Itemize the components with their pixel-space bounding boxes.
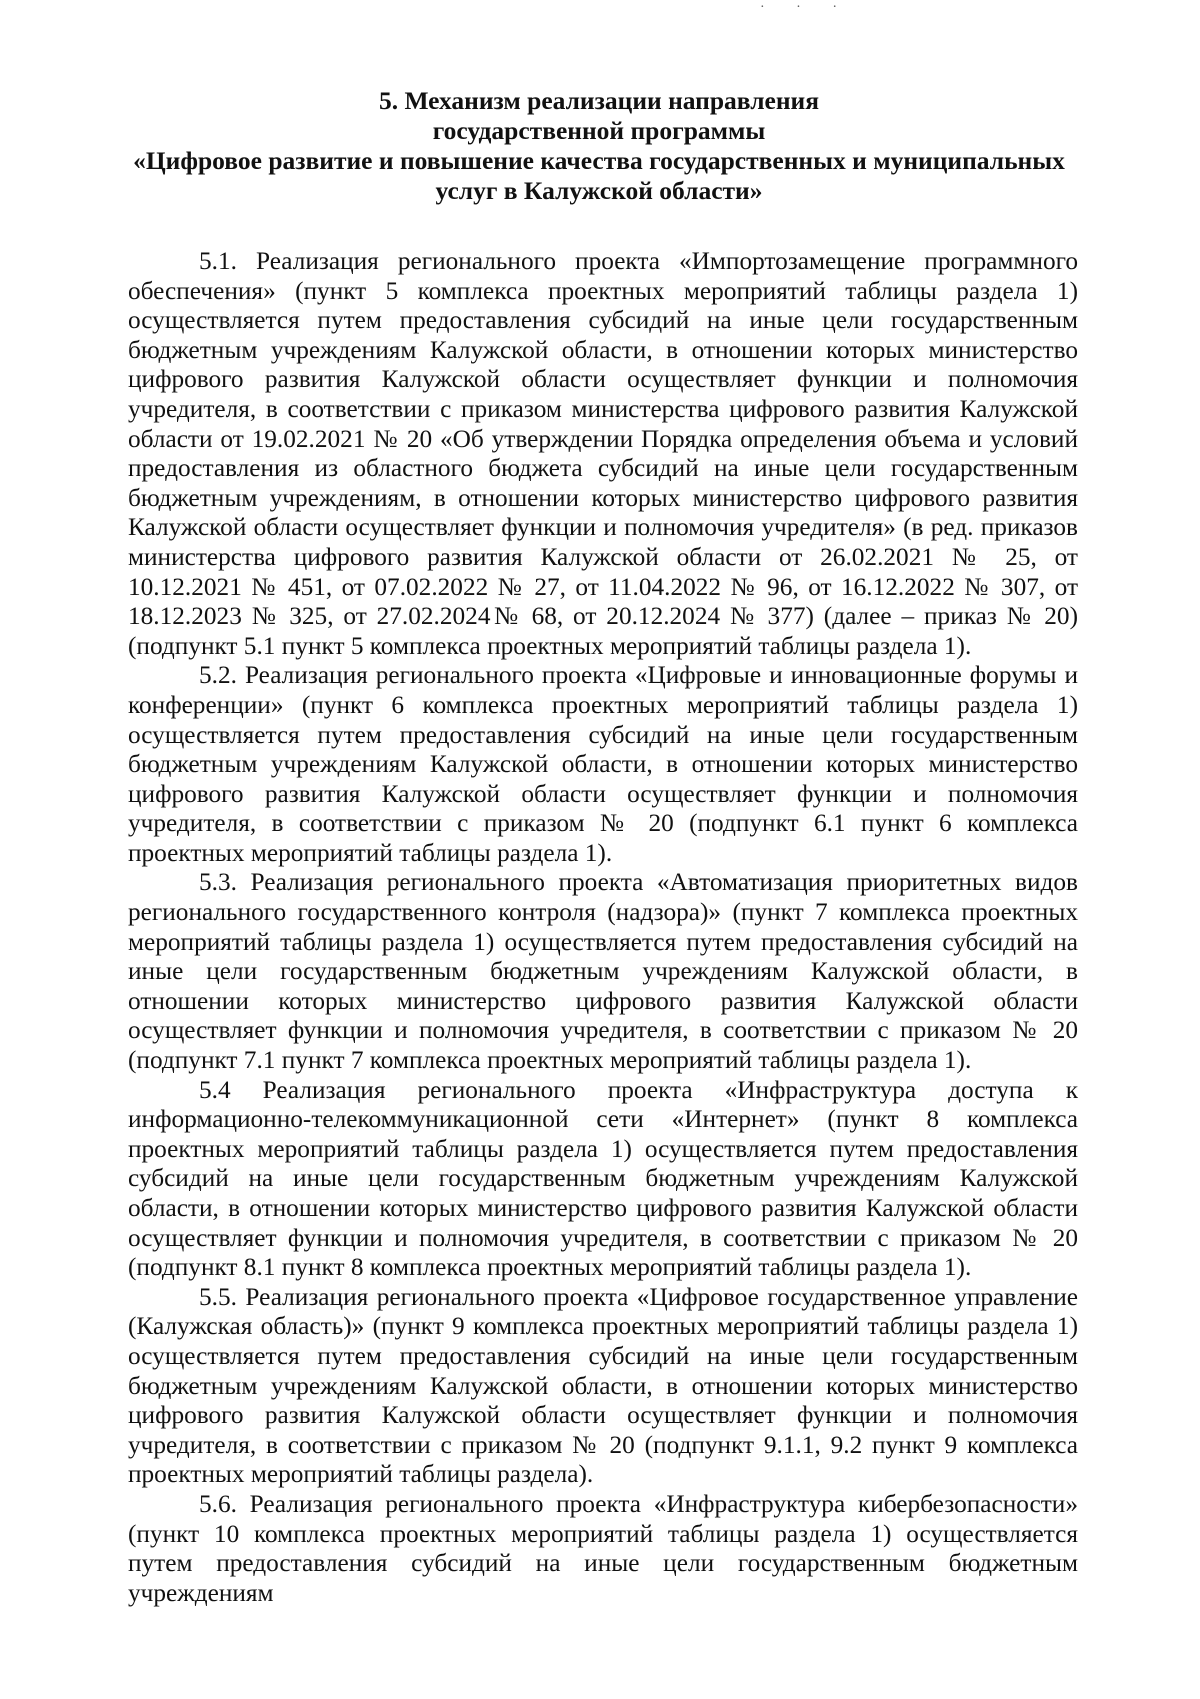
paragraph-5-4: 5.4 Реализация регионального проекта «Инфраструктура доступа к информационно-телекоммуникационной сети «Интернет» (пункт 8 комплекса проектных мероприятий таблицы раздела 1) осуществляется путем предоставления субсидий на иные цели государственным бюджетным учреждениям Калужской области, в отношении которых министерство цифрового развития Калужской области осуществляет функции и полномочия учредителя, в соответствии с приказом № 20 (подпункт 8.1 пункт 8 комплекса проектных мероприятий таблицы раздела 1). xyxy=(128,1075,1078,1282)
heading-line-3: «Цифровое развитие и повышение качества государственных и муниципальных xyxy=(133,146,1065,175)
scan-artifact-marks: · · · xyxy=(760,0,851,15)
paragraph-5-1: 5.1. Реализация регионального проекта «Импортозамещение программного обеспечения» (пункт 5 комплекса проектных мероприятий таблицы раздела 1) осуществляется путем предоставления субсидий на иные цели государственным бюджетным учреждениям Калужской области, в отношении которых министерство цифрового развития Калужской области осуществляет функции и полномочия учредителя, в соответствии с приказом министерства цифрового развития Калужской области от 19.02.2021 № 20 «Об утверждении Порядка определения объема и условий предоставления из областного бюджета субсидий на иные цели государственным бюджетным учреждениям, в отношении которых министерство цифрового развития Калужской области осуществляет функции и полномочия учредителя» (в ред. приказов министерства цифрового развития Калужской области от 26.02.2021 № 25, от 10.12.2021 № 451, от 07.02.2022 № 27, от 11.04.2022 № 96, от 16.12.2022 № 307, от 18.12.2023 № 325, от 27.02.2024№ 68, от 20.12.2024 № 377) (далее – приказ № 20) (подпункт 5.1 пункт 5 комплекса проектных мероприятий таблицы раздела 1). xyxy=(128,247,1078,660)
paragraph-5-2: 5.2. Реализация регионального проекта «Цифровые и инновационные форумы и конференции» (пункт 6 комплекса проектных мероприятий таблицы раздела 1) осуществляется путем предоставления субсидий на иные цели государственным бюджетным учреждениям Калужской области, в отношении которых министерство цифрового развития Калужской области осуществляет функции и полномочия учредителя, в соответствии с приказом № 20 (подпункт 6.1 пункт 6 комплекса проектных мероприятий таблицы раздела 1). xyxy=(128,661,1078,867)
paragraph-5-3: 5.3. Реализация регионального проекта «Автоматизация приоритетных видов регионального государственного контроля (надзора)» (пункт 7 комплекса проектных мероприятий таблицы раздела 1) осуществляется путем предоставления субсидий на иные цели государственным бюджетным учреждениям Калужской области, в отношении которых министерство цифрового развития Калужской области осуществляет функции и полномочия учредителя, в соответствии с приказом № 20 (подпункт 7.1 пункт 7 комплекса проектных мероприятий таблицы раздела 1). xyxy=(128,868,1078,1075)
heading-line-1: 5. Механизм реализации направления xyxy=(378,86,820,115)
section-heading xyxy=(120,86,1078,206)
heading-line-4: услуг в Калужской области» xyxy=(435,176,763,205)
document-body xyxy=(128,247,1078,1608)
paragraph-5-5: 5.5. Реализация регионального проекта «Цифровое государственное управление (Калужская область)» (пункт 9 комплекса проектных мероприятий таблицы раздела 1) осуществляется путем предоставления субсидий на иные цели государственным бюджетным учреждениям Калужской области, в отношении которых министерство цифрового развития Калужской области осуществляет функции и полномочия учредителя, в соответствии с приказом № 20 (подпункт 9.1.1, 9.2 пункт 9 комплекса проектных мероприятий таблицы раздела). xyxy=(128,1282,1078,1489)
heading-line-2: государственной программы xyxy=(432,116,766,145)
paragraph-5-6: 5.6. Реализация регионального проекта «Инфраструктура кибербезопасности» (пункт 10 комплекса проектных мероприятий таблицы раздела 1) осуществляется путем предоставления субсидий на иные цели государственным бюджетным учреждениям xyxy=(128,1489,1078,1607)
